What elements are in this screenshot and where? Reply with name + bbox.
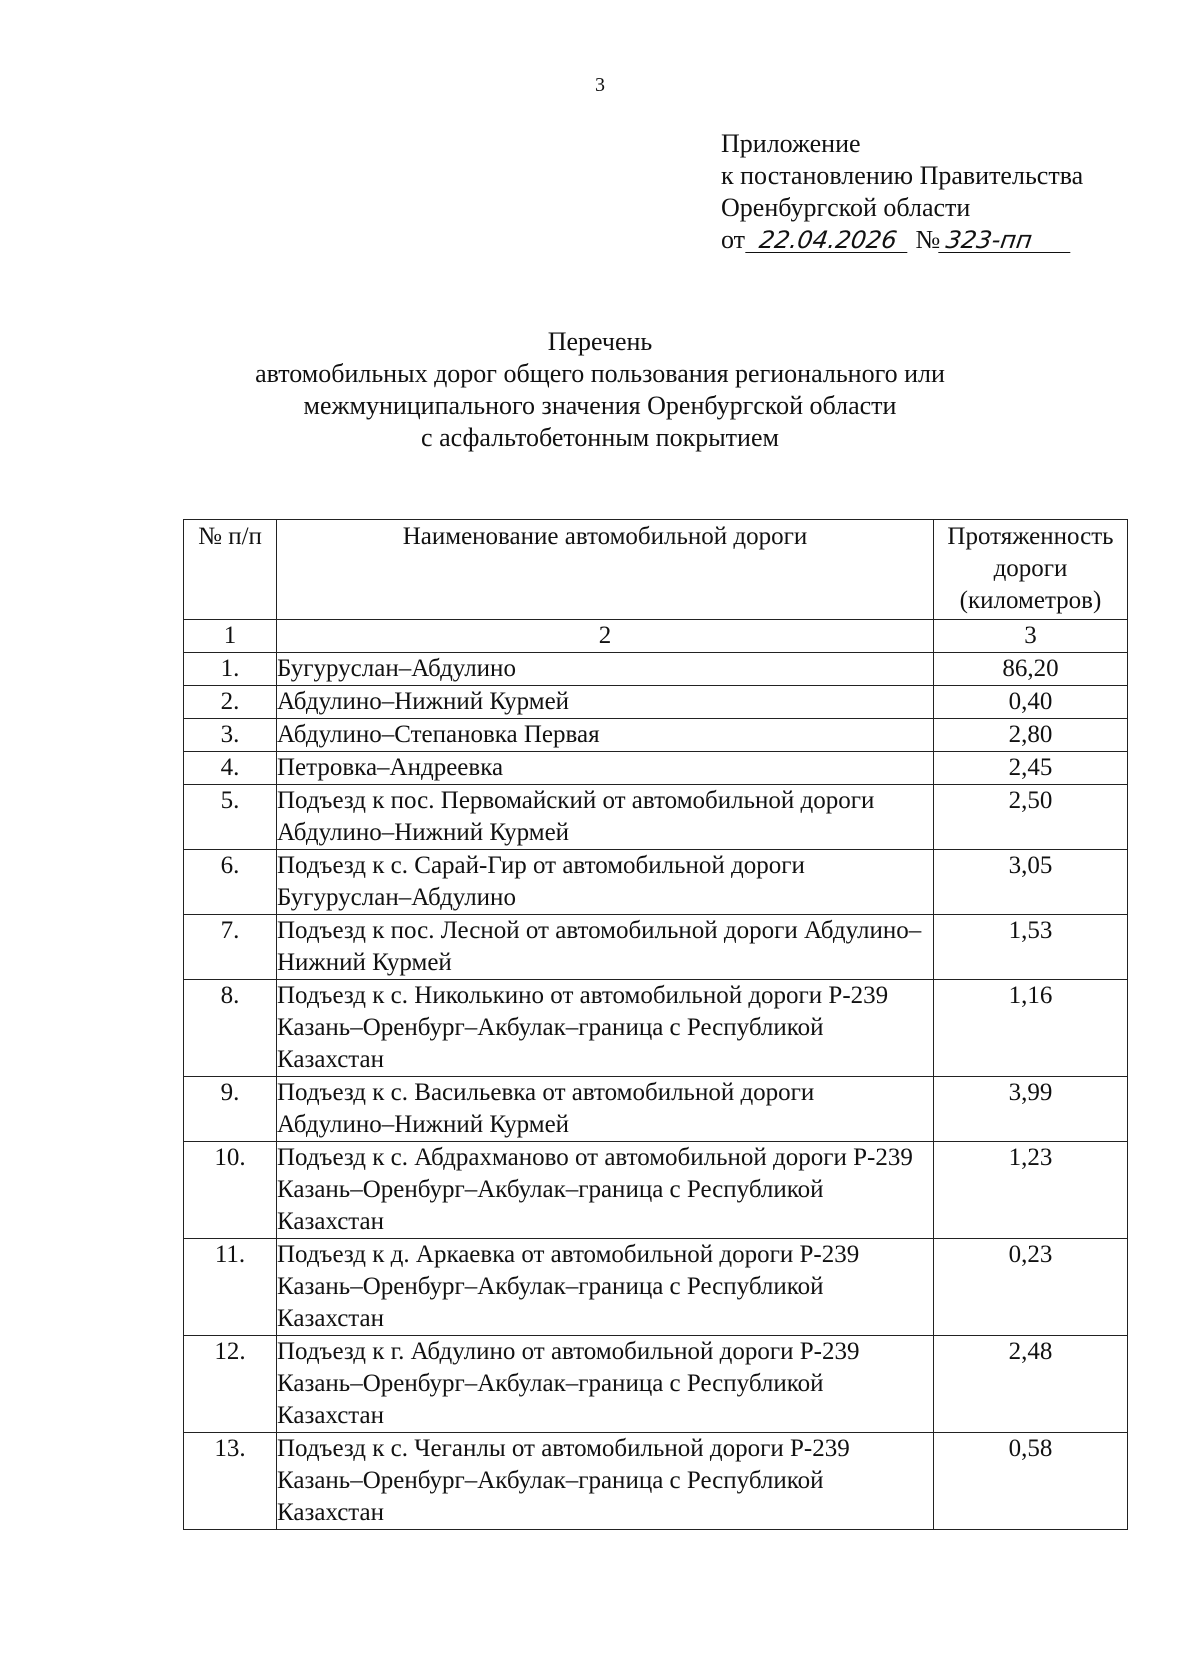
table-row [184, 915, 1128, 980]
road-name: Подъезд к с. Николькино от автомобильной дороги Р-239 Казань–Оренбург–Акбулак–граница с Республикой Казахстан [277, 980, 934, 1077]
road-name: Подъезд к пос. Лесной от автомобильной дороги Абдулино–Нижний Курмей [277, 915, 934, 980]
road-length: 1,53 [934, 915, 1128, 980]
road-name: Подъезд к с. Чеганлы от автомобильной дороги Р-239 Казань–Оренбург–Акбулак–граница с Республикой Казахстан [277, 1433, 934, 1530]
road-name: Абдулино–Степановка Первая [277, 719, 934, 752]
column-index-2: 2 [277, 620, 934, 653]
road-length: 2,80 [934, 719, 1128, 752]
appendix-line-2: к постановлению Правительства [721, 161, 1084, 190]
row-number: 9. [184, 1077, 277, 1142]
table-row [184, 785, 1128, 850]
road-name: Подъезд к с. Сарай-Гир от автомобильной дороги Бугуруслан–Абдулино [277, 850, 934, 915]
table-row [184, 1077, 1128, 1142]
document-title [0, 326, 1200, 454]
table-row [184, 1142, 1128, 1239]
row-number: 5. [184, 785, 277, 850]
appendix-line-1: Приложение [721, 129, 861, 158]
row-number: 3. [184, 719, 277, 752]
handwritten-date: 22.04.2026 [745, 228, 911, 253]
page-number: 3 [595, 74, 605, 96]
row-number: 7. [184, 915, 277, 980]
road-length: 0,58 [934, 1433, 1128, 1530]
road-name: Подъезд к с. Васильевка от автомобильной дороги Абдулино–Нижний Курмей [277, 1077, 934, 1142]
road-length: 1,23 [934, 1142, 1128, 1239]
column-index-row [184, 620, 1128, 653]
road-length: 0,40 [934, 686, 1128, 719]
roads-table [183, 519, 1128, 1530]
road-name: Петровка–Андреевка [277, 752, 934, 785]
header-name: Наименование автомобильной дороги [277, 520, 934, 620]
row-number: 13. [184, 1433, 277, 1530]
roads-table-body [184, 653, 1128, 1530]
table-row [184, 653, 1128, 686]
road-length: 0,23 [934, 1239, 1128, 1336]
table-row [184, 850, 1128, 915]
row-number: 12. [184, 1336, 277, 1433]
road-length: 3,05 [934, 850, 1128, 915]
title-line-4: с асфальтобетонным покрытием [421, 423, 779, 452]
row-number: 11. [184, 1239, 277, 1336]
road-name: Подъезд к г. Абдулино от автомобильной дороги Р-239 Казань–Оренбург–Акбулак–граница с Республикой Казахстан [277, 1336, 934, 1433]
road-length: 86,20 [934, 653, 1128, 686]
title-line-2: автомобильных дорог общего пользования регионального или [255, 359, 945, 388]
row-number: 1. [184, 653, 277, 686]
road-name: Подъезд к пос. Первомайский от автомобильной дороги Абдулино–Нижний Курмей [277, 785, 934, 850]
row-number: 6. [184, 850, 277, 915]
title-line-3: межмуниципального значения Оренбургской области [303, 391, 897, 420]
header-length: Протяженность дороги (километров) [934, 520, 1128, 620]
appendix-date-line [721, 224, 1181, 256]
handwritten-number: 323-пп [939, 228, 1075, 253]
appendix-line-3: Оренбургской области [721, 193, 971, 222]
column-index-3: 3 [934, 620, 1128, 653]
appendix-block [721, 128, 1181, 256]
row-number: 8. [184, 980, 277, 1077]
table-row [184, 686, 1128, 719]
number-prefix: № [915, 225, 941, 254]
table-row [184, 1336, 1128, 1433]
road-length: 3,99 [934, 1077, 1128, 1142]
table-row [184, 719, 1128, 752]
table-row [184, 980, 1128, 1077]
road-length: 2,48 [934, 1336, 1128, 1433]
road-name: Бугуруслан–Абдулино [277, 653, 934, 686]
road-length: 1,16 [934, 980, 1128, 1077]
road-name: Абдулино–Нижний Курмей [277, 686, 934, 719]
table-row [184, 752, 1128, 785]
table-header-row [184, 520, 1128, 620]
header-no: № п/п [184, 520, 277, 620]
road-name: Подъезд к с. Абдрахманово от автомобильной дороги Р-239 Казань–Оренбург–Акбулак–граница с Республикой Казахстан [277, 1142, 934, 1239]
date-prefix: от [721, 225, 746, 254]
column-index-1: 1 [184, 620, 277, 653]
table-row [184, 1239, 1128, 1336]
row-number: 10. [184, 1142, 277, 1239]
road-length: 2,50 [934, 785, 1128, 850]
title-line-1: Перечень [547, 327, 653, 356]
road-name: Подъезд к д. Аркаевка от автомобильной дороги Р-239 Казань–Оренбург–Акбулак–граница с Республикой Казахстан [277, 1239, 934, 1336]
row-number: 4. [184, 752, 277, 785]
table-row [184, 1433, 1128, 1530]
road-length: 2,45 [934, 752, 1128, 785]
row-number: 2. [184, 686, 277, 719]
